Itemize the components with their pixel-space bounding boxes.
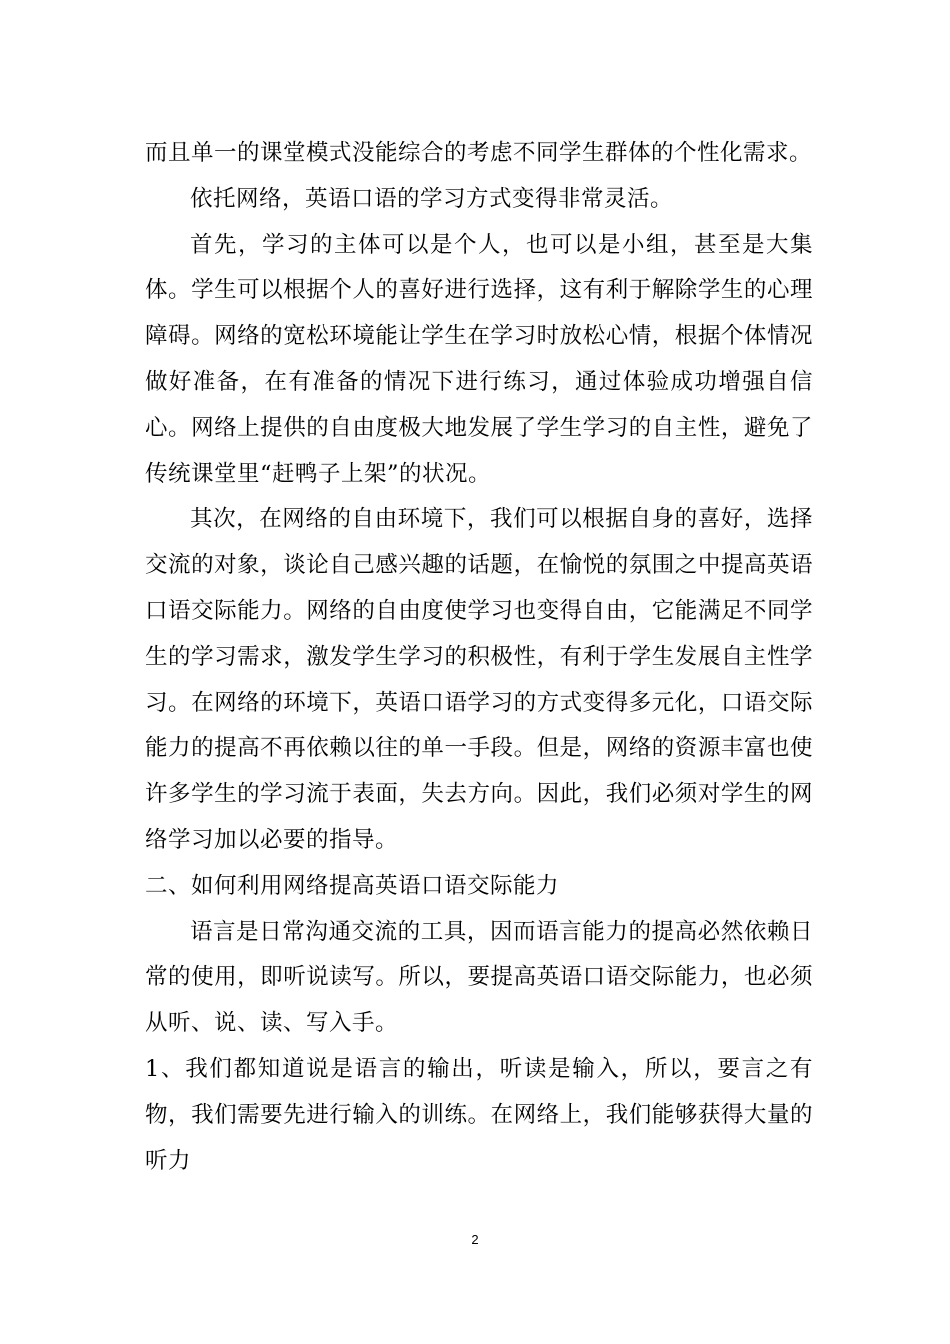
paragraph-first-point: 首先，学习的主体可以是个人，也可以是小组，甚至是大集体。学生可以根据个人的喜好进行选择，这有利于解除学生的心理障碍。网络的宽松环境能让学生在学习时放松心情，根据个体情况做好准备，在有准备的情况下进行练习，通过体验成功增强自信心。网络上提供的自由度极大地发展了学生学习的自主性，避免了传统课堂里“赶鸭子上架”的状况。 (145, 231, 813, 487)
page-number: 2 (471, 1232, 479, 1247)
document-body (145, 131, 813, 1184)
paragraph-intro: 依托网络，英语口语的学习方式变得非常灵活。 (190, 185, 674, 212)
section-heading: 二、如何利用网络提高英语口语交际能力 (145, 872, 560, 899)
paragraph-continuation: 而且单一的课堂模式没能综合的考虑不同学生群体的个性化需求。 (145, 140, 813, 166)
paragraph-second-point: 其次，在网络的自由环境下，我们可以根据自身的喜好，选择交流的对象，谈论自己感兴趣的话题，在愉悦的氛围之中提高英语口语交际能力。网络的自由度使学习也变得自由，它能满足不同学生的学习需求，激发学生学习的积极性，有利于学生发展自主性学习。在网络的环境下，英语口语学习的方式变得多元化，口语交际能力的提高不再依赖以往的单一手段。但是，网络的资源丰富也使许多学生的学习流于表面，失去方向。因此，我们必须对学生的网络学习加以必要的指导。 (145, 506, 813, 853)
paragraph-numbered-item: 1、我们都知道说是语言的输出，听读是输入，所以，要言之有物，我们需要先进行输入的训练。在网络上，我们能够获得大量的听力 (145, 1055, 813, 1174)
paragraph-section-intro: 语言是日常沟通交流的工具，因而语言能力的提高必然依赖日常的使用，即听说读写。所以，要提高英语口语交际能力，也必须从听、说、读、写入手。 (145, 918, 813, 1037)
